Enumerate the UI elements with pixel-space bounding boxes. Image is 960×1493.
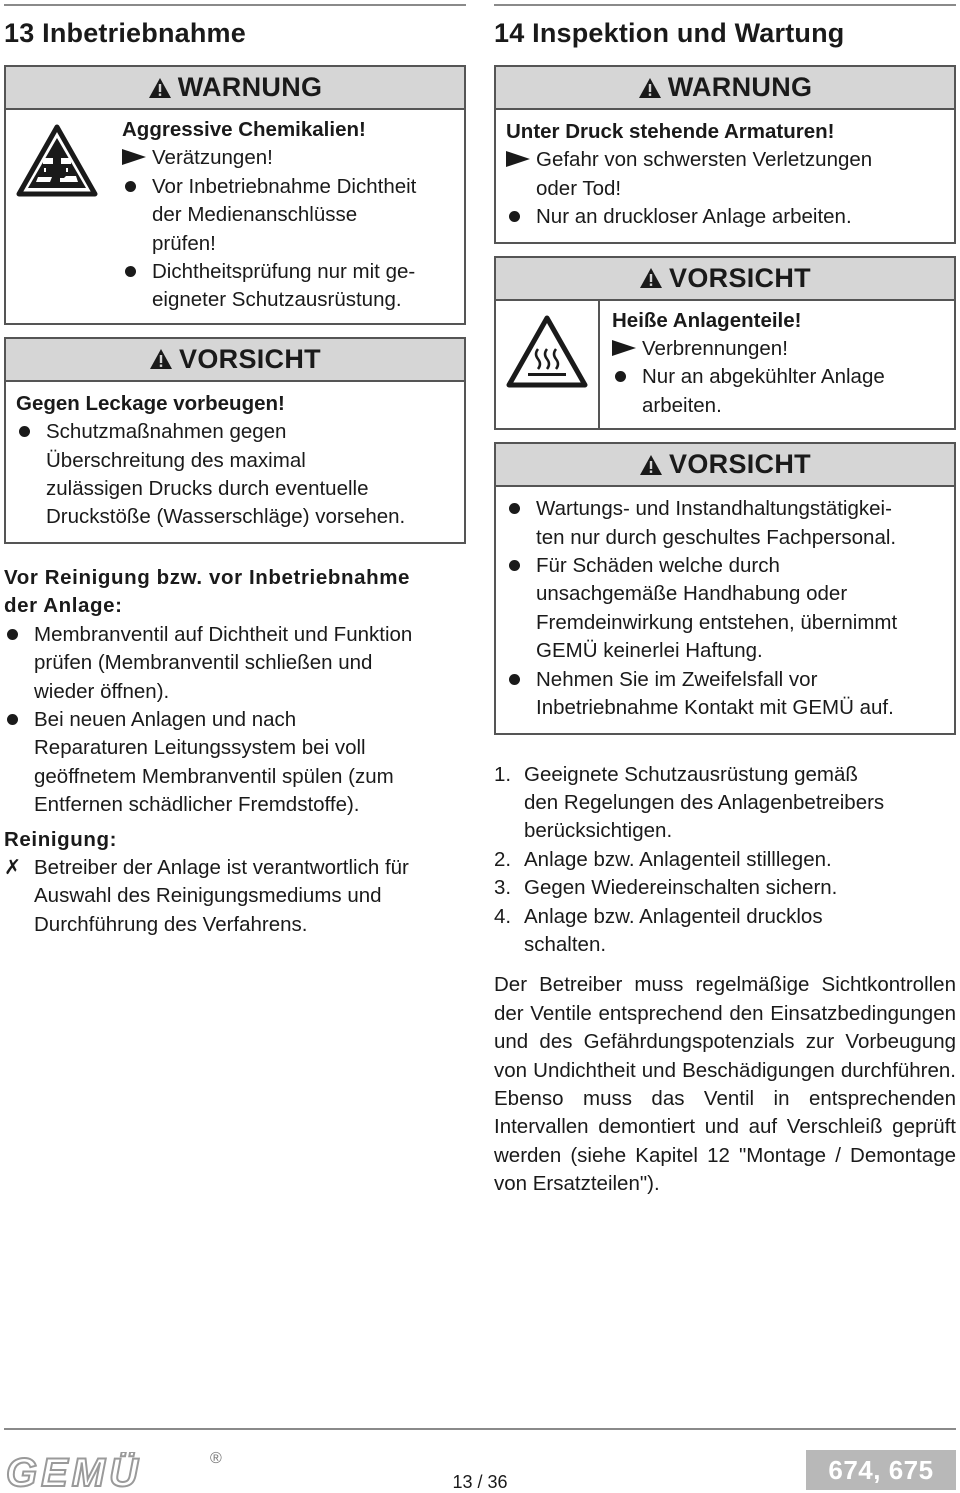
bullet-icon bbox=[19, 426, 30, 437]
list-item: Verbrennungen! bbox=[612, 335, 946, 363]
list-item: 3. Gegen Wiedereinschalten sichern. bbox=[494, 876, 838, 900]
maintenance-paragraph: Der Betreiber muss regelmäßige Sichtkontrollen der Ventile entsprechend den Einsatzbedingungen und des Gefährdungspotenzials zur Vorbeugung von Undichtheit und Beschädigungen durchführen. Ebenso muss das Ventil in entsprechenden Intervallen demontiert und auf Verschleiß geprüft werden (siehe Kapitel 12 "Montage / Demontage von Ersatzteilen"). bbox=[494, 973, 956, 1196]
before-cleaning-section bbox=[4, 564, 466, 820]
list-item: 4. Anlage bzw. Anlagenteil drucklos schalten. bbox=[494, 904, 823, 956]
right-column bbox=[494, 0, 956, 1199]
warning-header: WARNUNG bbox=[496, 67, 954, 110]
warning-header-label: WARNUNG bbox=[177, 72, 323, 102]
list-item: Schutzmaßnahmen gegen Überschreitung des maximal zulässigen Drucks durch eventuelle Druckstöße (Wasserschläge) vorsehen. bbox=[16, 418, 454, 532]
bullet-icon bbox=[509, 211, 520, 222]
warning-box-chemicals bbox=[4, 65, 466, 325]
svg-text:GEMÜ: GEMÜ bbox=[6, 1452, 142, 1492]
warning-triangle-icon bbox=[149, 348, 173, 370]
warning-box-pressure bbox=[494, 65, 956, 244]
bullet-icon bbox=[509, 674, 520, 685]
caution-box-leakage bbox=[4, 337, 466, 544]
model-badge: 674, 675 bbox=[806, 1450, 956, 1490]
top-rule bbox=[494, 4, 956, 6]
caution-headline: Gegen Leckage vorbeugen! bbox=[16, 391, 285, 415]
caution-headline: Heiße Anlagenteile! bbox=[612, 308, 802, 332]
cleaning-heading: Reinigung: bbox=[4, 827, 118, 851]
list-item: Nur an abgekühlter Anlage arbeiten. bbox=[612, 363, 946, 420]
warning-headline: Aggressive Chemikalien! bbox=[122, 118, 366, 141]
caution-header: VORSICHT bbox=[496, 258, 954, 301]
before-cleaning-heading: Vor Reinigung bzw. vor Inbetriebnahme der Anlage: bbox=[4, 565, 411, 618]
section-title-maintenance: 14 Inspektion und Wartung bbox=[494, 18, 845, 48]
arrow-icon bbox=[506, 151, 530, 167]
caution-box-hot bbox=[494, 256, 956, 431]
bullet-icon bbox=[125, 266, 136, 277]
warning-triangle-icon bbox=[148, 77, 172, 99]
page-number: 13 / 36 bbox=[452, 1472, 508, 1492]
steps-list bbox=[494, 761, 956, 960]
bullet-icon bbox=[615, 371, 626, 382]
list-item: Dichtheitsprüfung nur mit ge- eigneter Schutzausrüstung. bbox=[122, 258, 456, 315]
caution-box-staff bbox=[494, 442, 956, 734]
warning-triangle-icon bbox=[639, 267, 663, 289]
caution-header: VORSICHT bbox=[496, 444, 954, 487]
page-footer bbox=[0, 1428, 960, 1492]
list-item: Verätzungen! bbox=[122, 144, 456, 172]
list-item: Vor Inbetriebnahme Dichtheit der Medienanschlüsse prüfen! bbox=[122, 173, 456, 258]
footer-rule bbox=[4, 1428, 956, 1430]
hot-surface-icon bbox=[496, 301, 600, 429]
warning-headline: Unter Druck stehende Armaturen! bbox=[506, 120, 835, 143]
cleaning-section bbox=[4, 826, 466, 940]
arrow-icon bbox=[122, 149, 146, 165]
list-item: 2. Anlage bzw. Anlagenteil stilllegen. bbox=[494, 847, 832, 871]
bullet-icon bbox=[509, 503, 520, 514]
gemu-logo bbox=[6, 1452, 206, 1492]
top-rule bbox=[4, 4, 466, 6]
registered-mark: ® bbox=[210, 1450, 222, 1467]
section-title-commissioning: 13 Inbetriebnahme bbox=[4, 18, 246, 48]
bullet-icon bbox=[7, 714, 18, 725]
list-item: Wartungs- und Instandhaltungstätigkei- ten nur durch geschultes Fachpersonal. bbox=[506, 495, 944, 552]
left-column bbox=[4, 0, 466, 939]
warning-triangle-icon bbox=[639, 454, 663, 476]
list-item: Nur an druckloser Anlage arbeiten. bbox=[506, 203, 944, 231]
warning-header bbox=[6, 67, 464, 110]
warning-triangle-icon bbox=[638, 77, 662, 99]
bullet-icon bbox=[125, 181, 136, 192]
list-item: Membranventil auf Dichtheit und Funktion prüfen (Membranventil schließen und wieder öffnen). bbox=[4, 621, 466, 706]
caution-header: VORSICHT bbox=[6, 339, 464, 382]
arrow-icon bbox=[612, 340, 636, 356]
list-item: 1. Geeignete Schutzausrüstung gemäß den Regelungen des Anlagenbetreibers berücksichtigen. bbox=[494, 762, 885, 843]
corrosive-hazard-icon bbox=[6, 110, 108, 323]
cross-marker-icon: ✗ bbox=[4, 855, 22, 879]
list-item: Für Schäden welche durch unsachgemäße Handhabung oder Fremdeinwirkung entstehen, übernimmt GEMÜ keinerlei Haftung. bbox=[506, 552, 944, 666]
list-item: Bei neuen Anlagen und nach Reparaturen Leitungssystem bei voll geöffnetem Membranventil spülen (zum Entfernen schädlicher Fremdstoffe). bbox=[4, 706, 466, 820]
list-item: Gefahr von schwersten Verletzungen oder Tod! bbox=[506, 146, 944, 203]
bullet-icon bbox=[509, 560, 520, 571]
list-item: ✗ Betreiber der Anlage ist verantwortlich für Auswahl des Reinigungsmediums und Durchführung des Verfahrens. bbox=[4, 854, 466, 939]
list-item: Nehmen Sie im Zweifelsfall vor Inbetriebnahme Kontakt mit GEMÜ auf. bbox=[506, 666, 944, 723]
bullet-icon bbox=[7, 629, 18, 640]
